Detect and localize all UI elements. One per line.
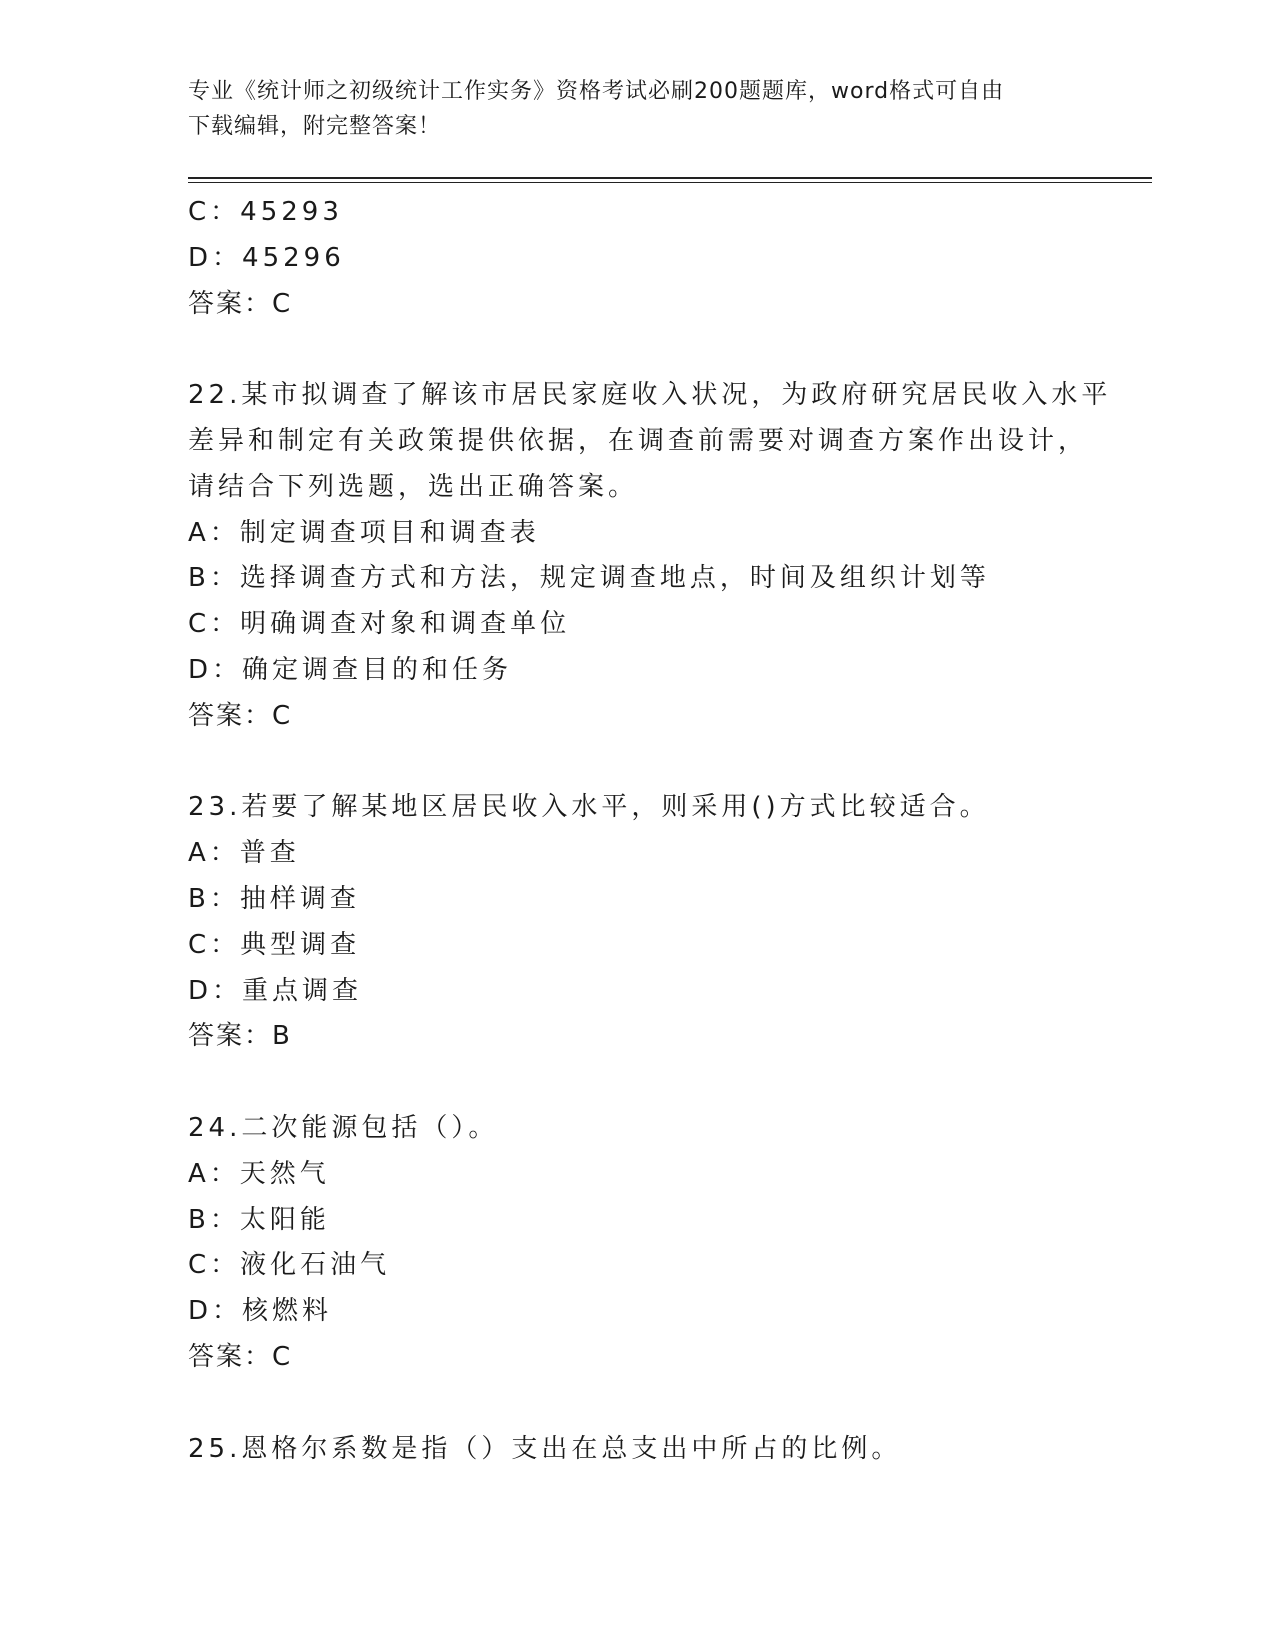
question-25 <box>188 1427 1088 1473</box>
question-stem-line: 22.某市拟调查了解该市居民家庭收入状况，为政府研究居民收入水平 <box>188 380 1112 411</box>
question-stem: 24.二次能源包括（）。 <box>188 1112 499 1143</box>
option-a: A：制定调查项目和调查表 <box>188 517 540 548</box>
question-stem-line: 差异和制定有关政策提供依据，在调查前需要对调查方案作出设计， <box>188 425 1089 456</box>
option-a: A：天然气 <box>188 1158 330 1189</box>
question-23 <box>188 785 1088 1060</box>
question-22 <box>188 373 1112 739</box>
option-d: D：确定调查目的和任务 <box>188 654 513 685</box>
option-d: D：重点调查 <box>188 975 363 1006</box>
header-rule-thick <box>188 177 1152 179</box>
option-c: C：液化石油气 <box>188 1250 391 1281</box>
option-d: D：45296 <box>188 242 345 273</box>
answer: 答案：C <box>188 1341 293 1372</box>
answer: 答案：C <box>188 288 293 319</box>
option-b: B：选择调查方式和方法，规定调查地点，时间及组织计划等 <box>188 563 990 594</box>
option-b: B：抽样调查 <box>188 883 360 914</box>
option-a: A：普查 <box>188 838 300 869</box>
question-24 <box>188 1106 1088 1381</box>
question-21-tail <box>188 190 1088 327</box>
question-stem: 25.恩格尔系数是指（）支出在总支出中所占的比例。 <box>188 1433 902 1464</box>
question-list <box>188 190 1112 1472</box>
option-b: B：太阳能 <box>188 1204 330 1235</box>
option-c: C：45293 <box>188 197 343 227</box>
header-line-2: 下载编辑，附完整答案！ <box>188 114 442 139</box>
header-rule-thin <box>188 182 1152 183</box>
answer: 答案：B <box>188 1021 292 1052</box>
option-c: C：典型调查 <box>188 929 361 960</box>
question-stem: 23.若要了解某地区居民收入水平，则采用()方式比较适合。 <box>188 792 990 823</box>
answer: 答案：C <box>188 700 293 731</box>
page-header <box>188 74 1068 144</box>
header-line-1: 专业《统计师之初级统计工作实务》资格考试必刷200题题库，word格式可自由 <box>188 79 1005 104</box>
option-c: C：明确调查对象和调查单位 <box>188 609 571 640</box>
question-stem-line: 请结合下列选题，选出正确答案。 <box>188 471 639 502</box>
option-d: D：核燃料 <box>188 1296 333 1327</box>
